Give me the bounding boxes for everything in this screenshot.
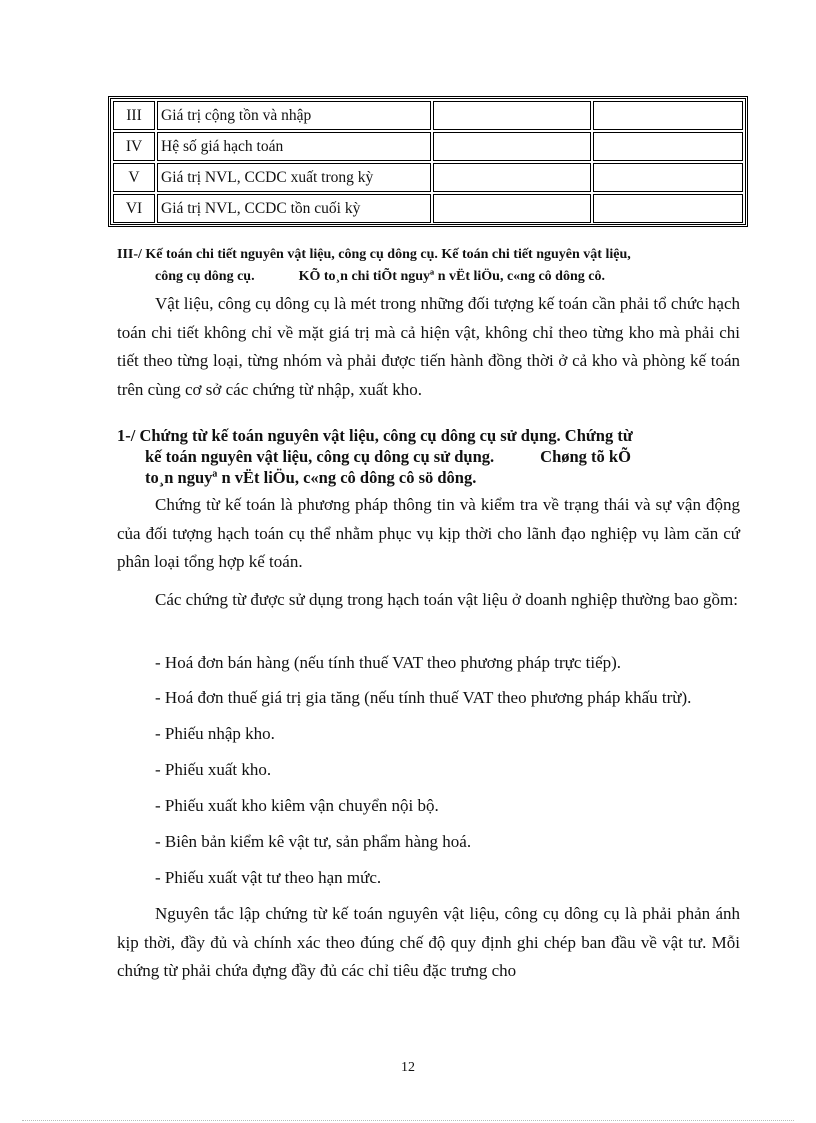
section-1-heading: [117, 425, 740, 488]
list-item: - Phiếu xuất kho.: [155, 760, 272, 779]
section-3-heading-line1: III-/ Kế toán chi tiết nguyên vật liệu, công cụ dông cụ. Kế toán chi tiết nguyên vật liệu,: [117, 247, 631, 262]
row-label: Giá trị NVL, CCDC tồn cuối kỳ: [157, 194, 431, 223]
paragraph-principles: Nguyên tắc lập chứng từ kế toán nguyên vật liệu, công cụ dông cụ là phải phản ánh kịp thời, đầy đủ và chính xác theo đúng chế độ quy định ghi chép ban đầu về vật tư. Mỗi chứng từ phải chứa đựng đầy đủ các chỉ tiêu đặc trưng cho: [117, 904, 740, 980]
table-row: [113, 163, 743, 192]
table-row: [113, 101, 743, 130]
row-value-1: [433, 132, 591, 161]
footer-divider: [22, 1120, 794, 1121]
row-value-2: [593, 101, 743, 130]
row-label: Giá trị cộng tồn và nhập: [157, 101, 431, 130]
list-item: - Phiếu xuất kho kiêm vận chuyển nội bộ.: [155, 796, 439, 815]
valuation-table: [108, 96, 748, 227]
row-value-1: [433, 163, 591, 192]
table-grid: [111, 99, 745, 225]
paragraph-documents-intro: Các chứng từ được sử dụng trong hạch toán vật liệu ở doanh nghiệp thường bao gồm:: [155, 590, 738, 609]
table-row: [113, 132, 743, 161]
row-value-1: [433, 194, 591, 223]
table-row: [113, 194, 743, 223]
section-3-heading-garbled: KÕ to¸n chi tiÕt nguyª n vËt liÖu, c«ng cô dông cô.: [298, 269, 605, 284]
section-1-heading-line1: 1-/ Chứng từ kế toán nguyên vật liệu, công cụ dông cụ sử dụng. Chứng từ: [117, 426, 633, 445]
list-item: - Phiếu nhập kho.: [155, 724, 275, 743]
row-number: IV: [113, 132, 155, 161]
row-label: Hệ số giá hạch toán: [157, 132, 431, 161]
section-1-heading-garbled: Chøng tõ kÕ: [540, 447, 631, 466]
row-value-1: [433, 101, 591, 130]
section-1-heading-line3: to¸n nguyª n vËt liÖu, c«ng cô dông cô sö dông.: [145, 468, 477, 487]
page-number: 12: [401, 1060, 415, 1075]
list-item: - Biên bản kiểm kê vật tư, sản phẩm hàng hoá.: [155, 832, 472, 851]
paragraph-definition: Chứng từ kế toán là phương pháp thông tin và kiểm tra về trạng thái và sự vận động của đối tượng hạch toán cụ thể nhằm phục vụ kịp thời cho lãnh đạo nghiệp vụ làm căn cứ phân loại tổng hợp kế toán.: [117, 495, 740, 571]
paragraph-intro: Vật liệu, công cụ dông cụ là mét trong những đối tượng kế toán cần phải tổ chức hạch toán chi tiết không chỉ về mặt giá trị mà cả hiện vật, không chỉ theo từng kho mà phải chi tiết theo từng loại, từng nhóm và phải được tiến hành đồng thời ở cả kho và phòng kế toán trên cùng cơ sở các chứng từ nhập, xuất kho.: [117, 294, 740, 399]
row-label: Giá trị NVL, CCDC xuất trong kỳ: [157, 163, 431, 192]
list-item: - Hoá đơn thuế giá trị gia tăng (nếu tính thuế VAT theo phương pháp khấu trừ).: [155, 688, 692, 707]
row-value-2: [593, 132, 743, 161]
section-3-heading: [117, 244, 747, 288]
list-item: - Hoá đơn bán hàng (nếu tính thuế VAT theo phương pháp trực tiếp).: [155, 653, 622, 672]
section-3-heading-line2: công cụ dông cụ.: [155, 269, 255, 284]
row-value-2: [593, 194, 743, 223]
section-1-heading-line2: kế toán nguyên vật liệu, công cụ dông cụ sử dụng.: [145, 447, 495, 466]
list-item: - Phiếu xuất vật tư theo hạn mức.: [155, 868, 382, 887]
row-value-2: [593, 163, 743, 192]
row-number: VI: [113, 194, 155, 223]
row-number: III: [113, 101, 155, 130]
row-number: V: [113, 163, 155, 192]
